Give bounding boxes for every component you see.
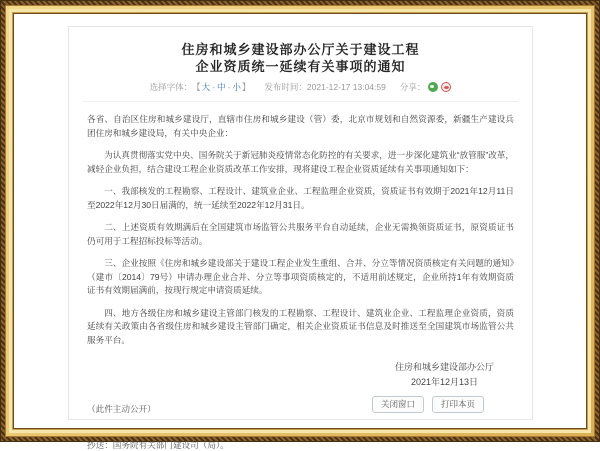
- print-page-button[interactable]: 打印本页: [432, 396, 484, 413]
- signature-block: [69, 360, 494, 390]
- document-panel: [68, 26, 533, 450]
- intro-paragraph: 为认真贯彻落实党中央、国务院关于新冠肺炎疫情常态化防控的有关要求，进一步深化建筑业“放管服”改革，减轻企业负担，结合建设工程企业资质改革工作安排，现将建设工程企业资质延续有关事项通知如下：: [87, 150, 514, 174]
- issuing-org: 住房和城乡建设部办公厅: [394, 362, 494, 372]
- dash-separator: -: [227, 82, 231, 92]
- wechat-share-icon[interactable]: [428, 82, 438, 92]
- font-size-medium-link[interactable]: 中: [217, 82, 226, 92]
- action-button-row: [372, 396, 484, 413]
- dash-separator: -: [212, 82, 216, 92]
- weibo-share-icon[interactable]: [441, 82, 451, 92]
- page-title: [99, 41, 502, 75]
- issue-date: 2021年12月13日: [410, 377, 479, 387]
- font-size-label: 选择字体：: [149, 82, 193, 92]
- notice-item-2: 二、上述资质有效期满后在全国建筑市场监管公共服务平台自动延续，企业无需换领资质证书，原资质证书仍可用于工程招标投标等活动。: [87, 222, 514, 246]
- font-size-small-link[interactable]: 小: [232, 82, 241, 92]
- meta-bar: [69, 81, 532, 93]
- publish-time-label: 发布时间：: [264, 82, 307, 92]
- bracket-close: 】: [241, 82, 251, 92]
- close-window-button[interactable]: 关闭窗口: [372, 396, 424, 413]
- share-label: 分享：: [399, 82, 426, 92]
- notice-item-3: 三、企业按照《住房和城乡建设部关于建设工程企业发生重组、合并、分立等情况资质核定有关问题的通知》（建市〔2014〕79号）申请办理企业合并、分立等事项资质核定的，不适用前述规定，企业所持1年有效期资质证书有效期届满前，按现行规定申请资质延续。: [87, 258, 514, 295]
- notice-item-1: 一、我部核发的工程勘察、工程设计、建筑业企业、工程监理企业资质，资质证书有效期于2021年12月11日至2022年12月30日届满的，统一延续至2022年12月31日。: [87, 186, 514, 210]
- bracket-open: 【: [192, 82, 201, 92]
- recipients-line: 各省、自治区住房和城乡建设厅，直辖市住房和城乡建设（管）委，北京市规划和自然资源委，新疆生产建设兵团住房和城乡建设局，有关中央企业：: [87, 114, 514, 138]
- signature-inner: [395, 360, 494, 390]
- publish-time-value: 2021-12-17 13:04:59: [306, 82, 386, 92]
- font-size-large-link[interactable]: 大: [201, 82, 211, 92]
- notice-body: [69, 102, 532, 347]
- cc-line: 抄送：国务院有关部门建设司（局）。: [87, 440, 229, 450]
- page-title-line2: 企业资质统一延续有关事项的通知: [195, 59, 406, 74]
- disclosure-note: （此件主动公开）: [87, 404, 156, 414]
- page-title-line1: 住房和城乡建设部办公厅关于建设工程: [181, 42, 420, 57]
- notice-item-4: 四、地方各级住房和城乡建设主管部门核发的工程勘察、工程设计、建筑业企业、工程监理企业资质，资质延续有关政策由各省级住房和城乡建设主管部门确定，相关企业资质证书信息及时推送至全国建筑市场监管公共服务平台。: [87, 307, 514, 345]
